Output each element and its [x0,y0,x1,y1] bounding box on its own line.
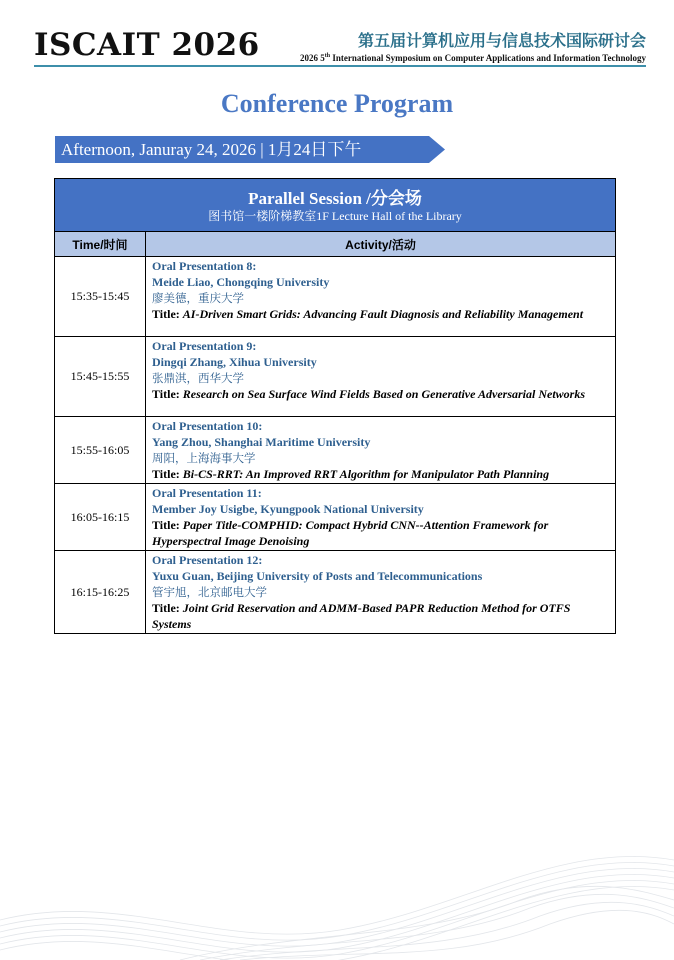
speaker-name: Meide Liao, Chongqing University [152,275,330,289]
decorative-waves [0,780,674,960]
table-row [55,551,616,634]
conference-logo: ISCAIT 2026 [34,27,260,63]
presentation-label: Oral Presentation 12: [152,553,263,567]
paper-title-line: Title: Joint Grid Reservation and ADMM-Based PAPR Reduction Method for OTFS Systems [152,601,571,631]
header-divider [34,65,646,67]
page-header [0,0,674,70]
activity-cell [146,337,616,417]
session-header [55,179,616,232]
speaker-name: Yang Zhou, Shanghai Maritime University [152,435,371,449]
conference-title-en: 2026 5th International Symposium on Computer Applications and Information Technology [300,53,646,63]
time-cell: 15:45-15:55 [55,337,146,417]
date-banner [55,136,445,163]
presentation-label: Oral Presentation 8: [152,259,257,273]
session-header-row [55,179,616,232]
table-row [55,484,616,551]
activity-cell [146,484,616,551]
conference-title-cn: 第五届计算机应用与信息技术国际研讨会 [357,31,646,50]
speaker-name-cn: 廖美德，重庆大学 [152,291,244,305]
presentation-label: Oral Presentation 9: [152,339,257,353]
presentation-label: Oral Presentation 10: [152,419,263,433]
time-cell: 15:55-16:05 [55,417,146,484]
activity-cell [146,257,616,337]
column-header-activity: Activity/活动 [146,232,616,257]
speaker-name: Member Joy Usigbe, Kyungpook National University [152,502,424,516]
speaker-name: Dingqi Zhang, Xihua University [152,355,317,369]
time-cell: 16:15-16:25 [55,551,146,634]
activity-cell [146,417,616,484]
paper-title-line: Title: Research on Sea Surface Wind Fields Based on Generative Adversarial Networks [152,387,586,401]
paper-title-line: Title: Bi-CS-RRT: An Improved RRT Algorithm for Manipulator Path Planning [152,467,550,481]
page-title: Conference Program [220,89,454,118]
table-row [55,417,616,484]
table-row [55,337,616,417]
table-row [55,257,616,337]
presentation-label: Oral Presentation 11: [152,486,262,500]
speaker-name-cn: 周阳，上海海事大学 [152,451,256,465]
paper-title: AI-Driven Smart Grids: Advancing Fault Diagnosis and Reliability Management [182,307,584,321]
session-title: Parallel Session /分会场 [248,188,422,208]
column-header-time: Time/时间 [55,232,146,257]
paper-title: Bi-CS-RRT: An Improved RRT Algorithm for Manipulator Path Planning [182,467,550,481]
activity-cell [146,551,616,634]
time-cell: 16:05-16:15 [55,484,146,551]
schedule-table [54,178,616,634]
paper-title: Paper Title-COMPHID: Compact Hybrid CNN--Attention Framework for Hyperspectral Image Denoising [152,518,549,548]
speaker-name-cn: 张鼎淇，西华大学 [152,371,244,385]
column-header-row [55,232,616,257]
speaker-name: Yuxu Guan, Beijing University of Posts and Telecommunications [152,569,483,583]
paper-title-line: Title: Paper Title-COMPHID: Compact Hybrid CNN--Attention Framework for Hyperspectral Image Denoising [152,518,549,548]
paper-title: Joint Grid Reservation and ADMM-Based PAPR Reduction Method for OTFS Systems [152,601,571,631]
time-cell: 15:35-15:45 [55,257,146,337]
paper-title-line: Title: AI-Driven Smart Grids: Advancing Fault Diagnosis and Reliability Management [152,307,584,321]
session-location: 图书馆一楼阶梯教室1F Lecture Hall of the Library [208,208,462,223]
speaker-name-cn: 管宇旭，北京邮电大学 [152,585,267,599]
banner-text: Afternoon, Januray 24, 2026 | 1月24日下午 [61,140,362,159]
paper-title: Research on Sea Surface Wind Fields Based on Generative Adversarial Networks [182,387,586,401]
